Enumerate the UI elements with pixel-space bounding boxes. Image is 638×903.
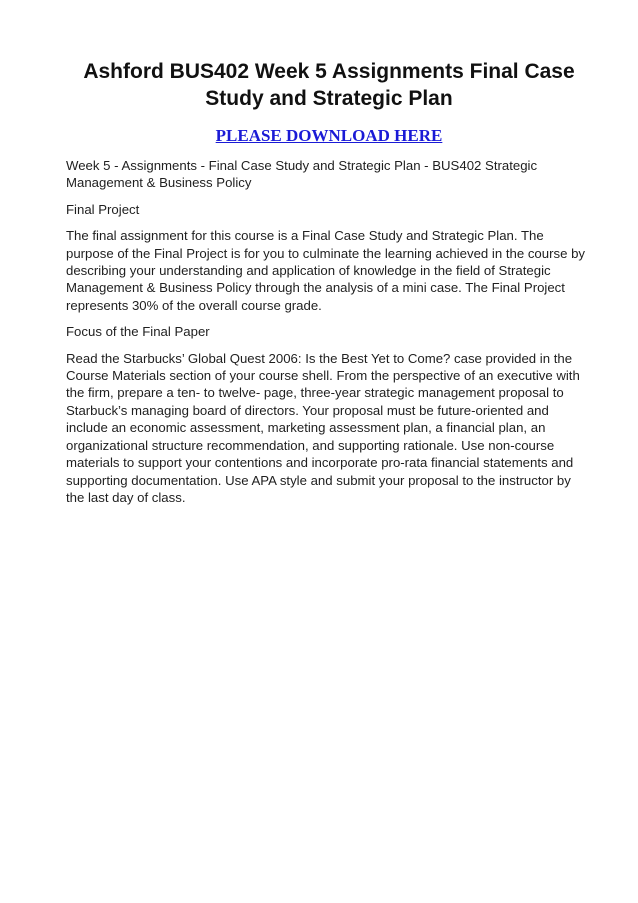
document-body bbox=[66, 157, 592, 506]
final-project-paragraph: The final assignment for this course is a Final Case Study and Strategic Plan. The purpose of the Final Project is for you to culminate the learning achieved in the course by describing your understanding and application of knowledge in the field of Strategic Management & Business Policy through the analysis of a mini case. The Final Project represents 30% of the overall course grade. bbox=[66, 228, 586, 313]
download-link[interactable]: PLEASE DOWNLOAD HERE bbox=[215, 126, 443, 145]
course-description: Week 5 - Assignments - Final Case Study and Strategic Plan - BUS402 Strategic Management & Business Policy bbox=[66, 158, 538, 191]
assignment-instructions-paragraph: Read the Starbucks’ Global Quest 2006: Is the Best Yet to Come? case provided in the Course Materials section of your course shell. From the perspective of an executive with the firm, prepare a ten- to twelve- page, three-year strategic management proposal to Starbuck’s managing board of directors. Your proposal must be future-oriented and include an economic assessment, marketing assessment plan, a financial plan, an organizational structure recommendation, and supporting rationale. Use non-course materials to support your contentions and incorporate pro-rata financial statements and supporting documentation. Use APA style and submit your proposal to the instructor by the last day of class. bbox=[66, 350, 580, 505]
section-heading-focus: Focus of the Final Paper bbox=[66, 324, 210, 340]
document-title: Ashford BUS402 Week 5 Assignments Final Case Study and Strategic Plan bbox=[83, 60, 575, 110]
section-heading-final-project: Final Project bbox=[66, 201, 140, 217]
